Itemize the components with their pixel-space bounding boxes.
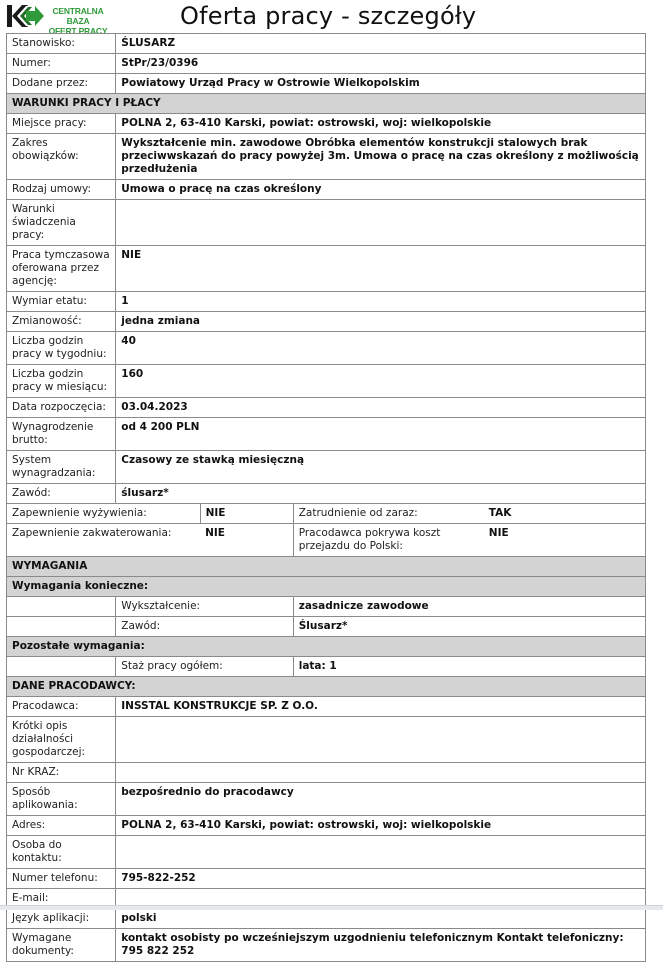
field-value: NIE [116,246,646,292]
field-label: Miejsce pracy: [7,114,116,134]
field-label: Zakres obowiązków: [7,134,116,180]
field-label: Liczba godzin pracy w miesiącu: [7,365,116,398]
field-value: 03.04.2023 [116,398,646,418]
field-label: Zawód: [7,484,116,504]
subsection-wymagania-konieczne [7,577,646,597]
spacer-cell [7,617,116,637]
field-value: jedna zmiana [116,312,646,332]
field-label: System wynagradzania: [7,451,116,484]
section-heading: WYMAGANIA [7,557,646,577]
logo-line-1: CENTRALNA BAZA [52,6,104,26]
row-dodane-przez [7,74,646,94]
row-wynagrodzenie [7,418,646,451]
page-header [0,0,663,34]
row-rodzaj-umowy [7,180,646,200]
field-label: Rodzaj umowy: [7,180,116,200]
field-label: Wymagane dokumenty: [7,929,116,962]
field-label: Zawód: [116,617,293,637]
row-praca-tymczasowa [7,246,646,292]
field-label: Numer telefonu: [7,869,116,889]
field-value: od 4 200 PLN [116,418,646,451]
field-label: Dodane przez: [7,74,116,94]
field-label: Krótki opis działalności gospodarczej: [7,717,116,763]
field-label: Wykształcenie: [116,597,293,617]
logo-line-2: OFERT PRACY [48,26,108,36]
field-value: polski [116,909,646,929]
row-req-zawod [7,617,646,637]
field-label: Pracodawca pokrywa koszt przejazdu do Polski: [293,524,484,557]
cbop-logo [6,2,136,36]
subsection-heading: Pozostałe wymagania: [7,637,646,657]
field-label: Adres: [7,816,116,836]
field-label: Wynagrodzenie brutto: [7,418,116,451]
field-label: Język aplikacji: [7,909,116,929]
field-value: NIE [200,524,293,557]
logo-text [46,6,110,36]
field-label: Osoba do kontaktu: [7,836,116,869]
row-zakres-obowiazkow [7,134,646,180]
field-label: Staż pracy ogółem: [116,657,293,677]
row-sposob-aplikowania [7,783,646,816]
field-value: ŚLUSARZ [116,34,646,54]
field-value: NIE [200,504,293,524]
row-stanowisko [7,34,646,54]
field-label: Praca tymczasowa oferowana przez agencję: [7,246,116,292]
section-warunki [7,94,646,114]
viewport-bottom-edge [0,905,663,910]
field-value: Powiatowy Urząd Pracy w Ostrowie Wielkopolskim [116,74,646,94]
row-pracodawca [7,697,646,717]
logo-arrow-icon [6,2,46,30]
subsection-heading: Wymagania konieczne: [7,577,646,597]
field-value: kontakt osobisty po wcześniejszym uzgodnieniu telefonicznym Kontakt telefoniczny: 795 822 252 [116,929,646,962]
field-value: bezpośrednio do pracodawcy [116,783,646,816]
field-label: Data rozpoczęcia: [7,398,116,418]
row-godziny-miesiac [7,365,646,398]
field-value [116,717,646,763]
field-value: 160 [116,365,646,398]
row-zmianowosc [7,312,646,332]
field-label: Nr KRAZ: [7,763,116,783]
field-value: POLNA 2, 63-410 Karski, powiat: ostrowski, woj: wielkopolskie [116,114,646,134]
spacer-cell [7,597,116,617]
row-osoba-kontakt [7,836,646,869]
field-value: StPr/23/0396 [116,54,646,74]
field-label: Liczba godzin pracy w tygodniu: [7,332,116,365]
spacer-cell [7,657,116,677]
field-label: Stanowisko: [7,34,116,54]
field-value: TAK [484,504,646,524]
field-value: Ślusarz* [293,617,645,637]
job-offer-table [6,33,646,962]
row-zakwaterowanie-przejazd [7,524,646,557]
field-label: Warunki świadczenia pracy: [7,200,116,246]
field-label: Zapewnienie wyżywienia: [7,504,201,524]
subsection-pozostale-wymagania [7,637,646,657]
section-dane-pracodawcy [7,677,646,697]
row-nr-kraz [7,763,646,783]
row-data-rozpoczecia [7,398,646,418]
page-title: Oferta pracy - szczegóły [180,2,477,30]
row-numer-telefonu [7,869,646,889]
field-label: Zapewnienie zakwaterowania: [7,524,201,557]
field-label: Zmianowość: [7,312,116,332]
phone-value: 795-822-252 [116,869,646,889]
field-value: POLNA 2, 63-410 Karski, powiat: ostrowski, woj: wielkopolskie [116,816,646,836]
field-value: Wykształcenie min. zawodowe Obróbka elementów konstrukcji stalowych brak przeciwwskazań do pracy powyżej 3m. Umowa o pracę na czas określony z możliwością przedłużenia [116,134,646,180]
row-req-staz [7,657,646,677]
field-value: INSSTAL KONSTRUKCJE SP. Z O.O. [116,697,646,717]
row-wymagane-dokumenty [7,929,646,962]
field-value: NIE [484,524,646,557]
field-value: Czasowy ze stawką miesięczną [116,451,646,484]
field-value: 40 [116,332,646,365]
row-opis-dzialalnosci [7,717,646,763]
field-label: Wymiar etatu: [7,292,116,312]
field-value [116,836,646,869]
row-req-wyksztalcenie [7,597,646,617]
row-miejsce-pracy [7,114,646,134]
section-wymagania [7,557,646,577]
row-system-wynagradzania [7,451,646,484]
row-godziny-tydzien [7,332,646,365]
field-value [116,200,646,246]
field-value: 1 [116,292,646,312]
row-numer [7,54,646,74]
field-value: Umowa o pracę na czas określony [116,180,646,200]
row-warunki-swiadczenia [7,200,646,246]
field-label: Sposób aplikowania: [7,783,116,816]
row-wyzywienie-zatrudnienie [7,504,646,524]
field-label: Pracodawca: [7,697,116,717]
field-label: Zatrudnienie od zaraz: [293,504,484,524]
section-heading: DANE PRACODAWCY: [7,677,646,697]
row-wymiar-etatu [7,292,646,312]
field-value: ślusarz* [116,484,646,504]
field-label: Numer: [7,54,116,74]
section-heading: WARUNKI PRACY I PŁACY [7,94,646,114]
field-value [116,763,646,783]
field-value: lata: 1 [293,657,645,677]
row-jezyk-aplikacji [7,909,646,929]
row-zawod [7,484,646,504]
field-label: E-mail: [7,889,116,909]
row-adres [7,816,646,836]
field-value: zasadnicze zawodowe [293,597,645,617]
